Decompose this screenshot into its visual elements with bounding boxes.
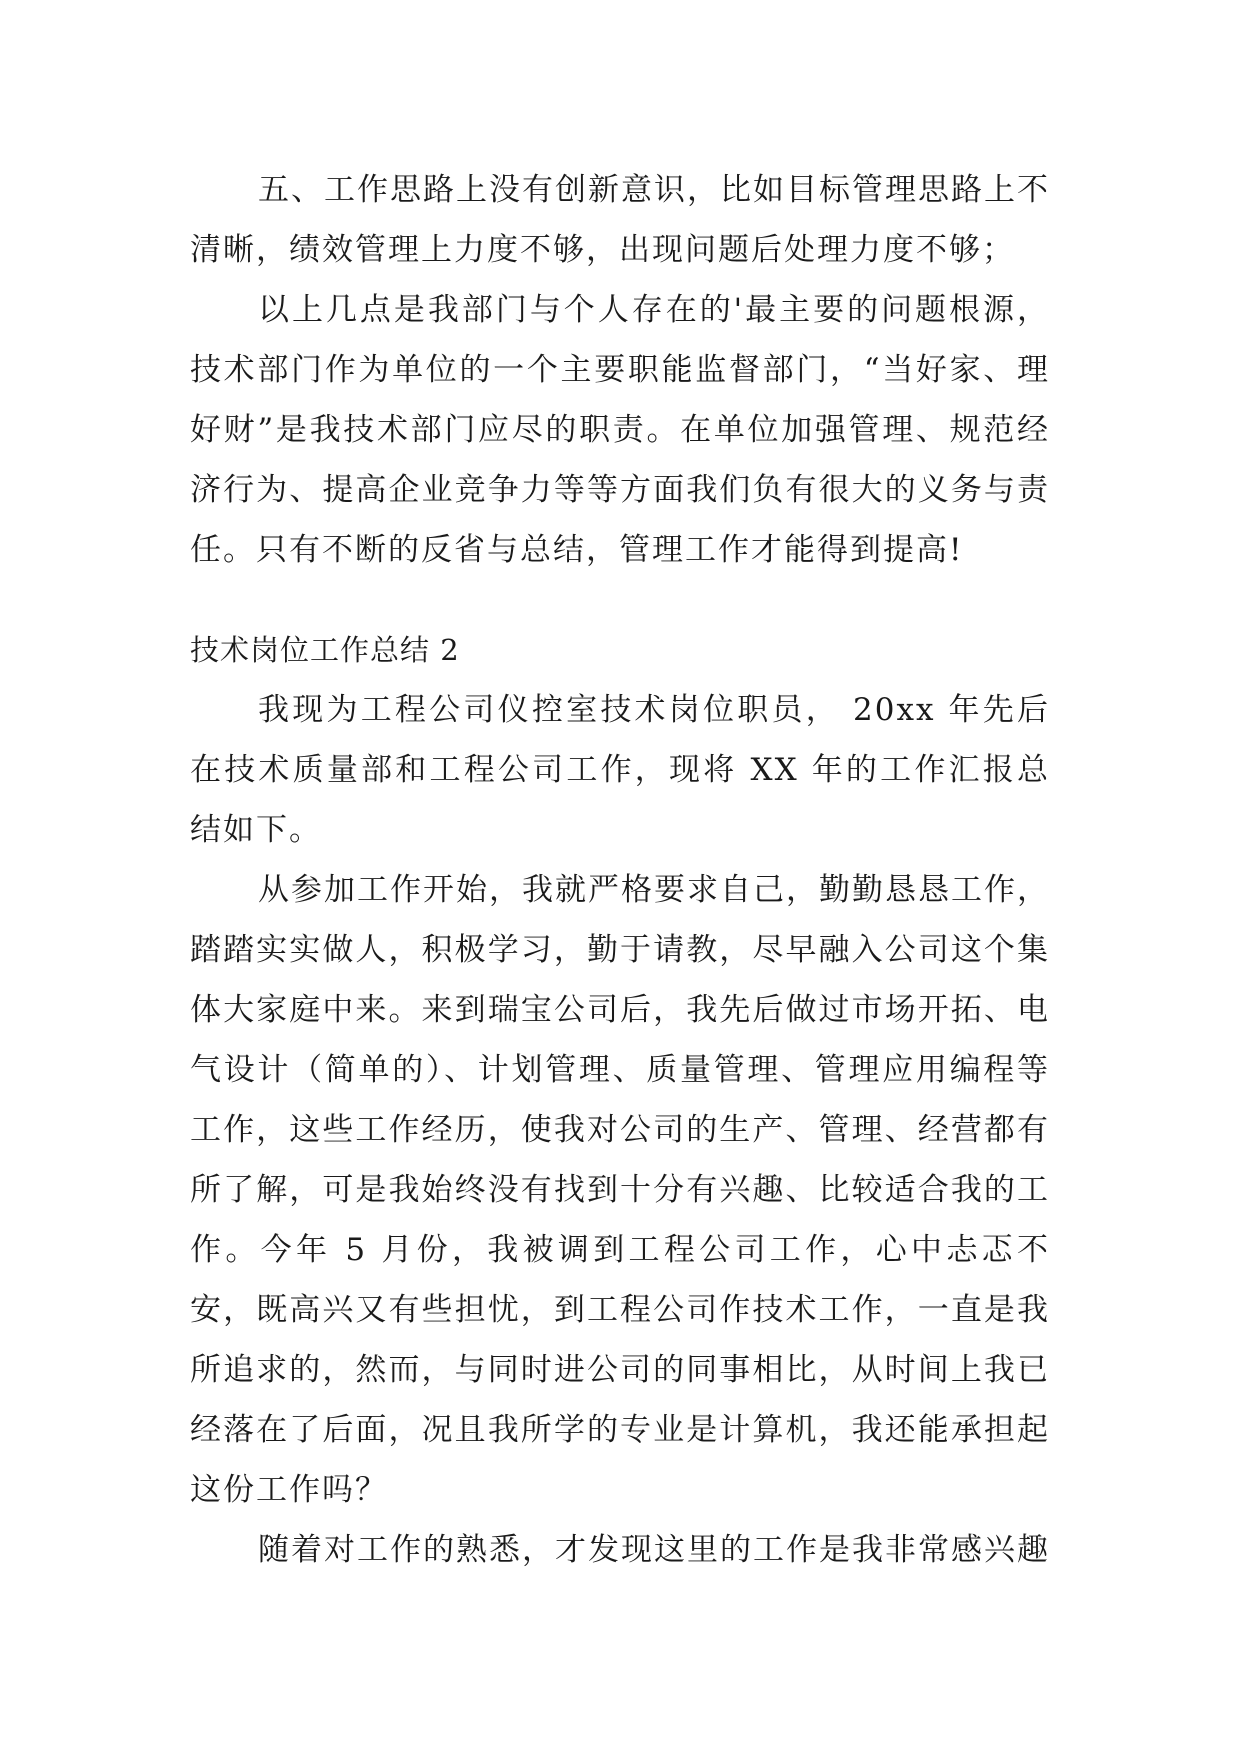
paragraph-problem-five: 五、工作思路上没有创新意识，比如目标管理思路上不清晰，绩效管理上力度不够，出现问题后处理力度不够；	[190, 172, 1050, 268]
document-body	[190, 160, 1050, 1580]
paragraph-intro: 我现为工程公司仪控室技术岗位职员， 20xx 年先后在技术质量部和工程公司工作，现将 XX 年的工作汇报总结如下。	[190, 692, 1050, 848]
section-gap	[190, 580, 1050, 620]
section-title: 技术岗位工作总结 2	[190, 633, 460, 667]
paragraph-problem-summary: 以上几点是我部门与个人存在的'最主要的问题根源，技术部门作为单位的一个主要职能监督部门，“当好家、理好财”是我技术部门应尽的职责。在单位加强管理、规范经济行为、提高企业竞争力等等方面我们负有很大的义务与责任。只有不断的反省与总结，管理工作才能得到提高!	[190, 292, 1050, 568]
paragraph-continued: 随着对工作的熟悉，才发现这里的工作是我非常感兴趣	[258, 1532, 1050, 1568]
paragraph-work-history: 从参加工作开始，我就严格要求自己，勤勤恳恳工作，踏踏实实做人，积极学习，勤于请教，尽早融入公司这个集体大家庭中来。来到瑞宝公司后，我先后做过市场开拓、电气设计（简单的）、计划管理、质量管理、管理应用编程等工作，这些工作经历，使我对公司的生产、管理、经营都有所了解，可是我始终没有找到十分有兴趣、比较适合我的工作。今年 5 月份，我被调到工程公司工作，心中忐忑不安，既高兴又有些担忧，到工程公司作技术工作，一直是我所追求的，然而，与同时进公司的同事相比，从时间上我已经落在了后面，况且我所学的专业是计算机，我还能承担起这份工作吗？	[190, 872, 1050, 1508]
